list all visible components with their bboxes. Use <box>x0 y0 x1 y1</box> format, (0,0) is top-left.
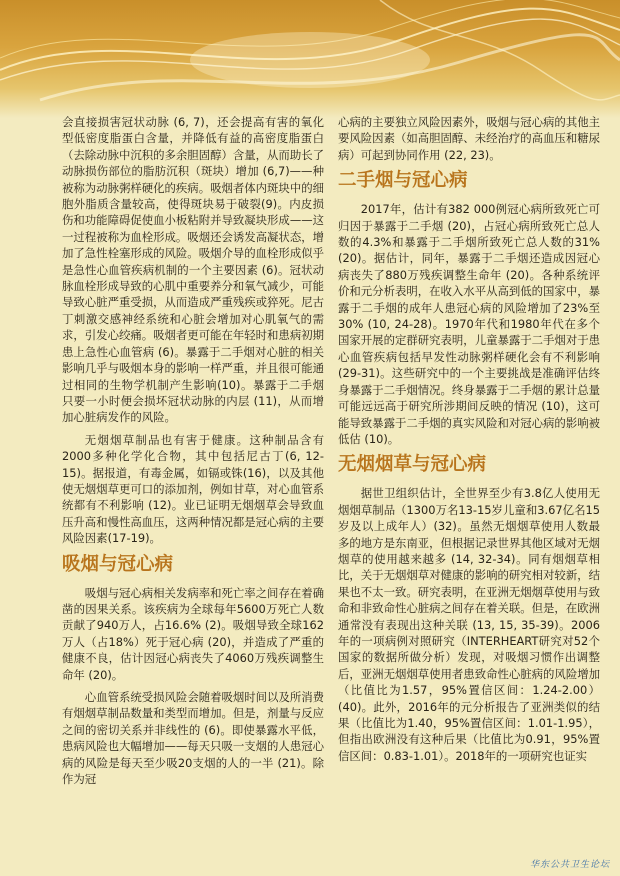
paragraph-secondhand-smoke: 2017年，估计有382 000例冠心病所致死亡可归因于暴露于二手烟 (20)，占冠心病所致死亡总人数的4.3%和暴露于二手烟所致死亡总人数的31% (20)。据估计，同年，暴露于二手烟还造成因冠心病丧失了880万残疾调整生命年 (20)。各种系统评价和元分析表明，在收入水平从高到低的国家中，暴露于二手烟的成年人患冠心病的风险增加了23%至30% (10, 24-28)。1970年代和1980年代在多个国家开展的定群研究表明，儿童暴露于二手烟对于患心血管疾病包括早发性动脉粥样硬化会有不利影响 (29-31)。这些研究中的一个主要挑战是准确评估终身暴露于二手烟情况。终身暴露于二手烟的累计总量可能远远高于研究所涉期间反映的情况 (10)，这可能导致暴露于二手烟的真实风险和对冠心病的影响被低估 (10)。 <box>338 202 600 446</box>
paragraph-causal-relation: 吸烟与冠心病相关发病率和死亡率之间存在着确凿的因果关系。该疾病为全球每年5600万死亡人数贡献了940万人，占16.6% (2)。吸烟导致全球162万人（占18%）死于冠心病 (20)，并造成了严重的健康不良，估计因冠心病丧失了4060万残疾调整生命年 (20)。 <box>62 585 325 682</box>
section-heading-secondhand-smoke: 二手烟与冠心病 <box>338 170 468 192</box>
section-heading-smoking-chd: 吸烟与冠心病 <box>62 553 174 575</box>
right-column <box>338 114 600 770</box>
paragraph-smokeless-products: 无烟烟草制品也有害于健康。这种制品含有2000多种化学化合物，其中包括尼古丁(6, 12-15)。据报道，有毒金属，如镉或铢(16)，以及其他使无烟烟草更可口的添加剂，例如甘草，对心血管系统都有不利影响 (12)。业已证明无烟烟草会导致血压升高和慢性高血压，这两种情况都是冠心病的主要风险因素(17-19)。 <box>62 432 324 546</box>
header-banner <box>0 0 620 118</box>
decorative-wave-graphic <box>0 0 620 118</box>
left-column <box>62 114 324 793</box>
paragraph-mechanism: 会直接损害冠状动脉 (6, 7)，还会提高有害的氧化型低密度脂蛋白含量，并降低有益的高密度脂蛋白（去除动脉中沉积的多余胆固醇）含量，从而助长了动脉损伤部位的脂肪沉积（斑块）增加 (6,7)——种被称为动脉粥样硬化的疾病。吸烟者体内斑块中的细胞外脂质含量较高，使得斑块易于破裂(9)。内皮损伤和功能障碍促使血小板粘附并导致凝块形成——这一过程被称为血栓形成。吸烟还会诱发高凝状态，增加了急性栓塞形成的风险。吸烟介导的血栓形成似乎是急性心血管疾病机制的一个主要因素 (6)。冠状动脉血栓形成导致的心肌中重要养分和氧气减少，可能导致心脏严重受损，从而造成严重残疾或猝死。尼古丁刺激交感神经系统和心脏会增加对心肌氧气的需求，引发心绞痛。吸烟者更可能在年轻时和患病初期患上急性心血管病 (6)。暴露于二手烟对心脏的相关影响几乎与吸烟本身的影响一样严重，并且很可能通过相同的生物学机制产生影响(10)。暴露于二手烟只要一小时便会损坏冠状动脉的内层 (11)，从而增加心脏病发作的风险。 <box>62 115 324 425</box>
paragraph-dose-response: 心血管系统受损风险会随着吸烟时间以及所消费有烟烟草制品数量和类型而增加。但是，剂量与反应之间的密切关系并非线性的 (6)。即使暴露水平低，患病风险也大幅增加——每天只吸一支烟的人患冠心病的风险是每天至少吸20支烟的人的一半 (21)。除作为冠 <box>62 690 325 787</box>
section-heading-smokeless-tobacco: 无烟烟草与冠心病 <box>338 454 487 476</box>
paragraph-smokeless-tobacco: 据世卫组织估计，全世界至少有3.8亿人使用无烟烟草制品（1300万名13-15岁儿童和3.67亿名15岁及以上成年人）(32)。虽然无烟烟草使用人数最多的地方是东南亚，但根据记录世界其他区域对无烟烟草的使用越来越多 (14, 32-34)。同有烟烟草相比，关于无烟烟草对健康的影响的研究相对较新，结果也不太一致。研究表明，在亚洲无烟烟草使用与致命和非致命性心脏病之间存在着关联。但是，在欧洲通常没有表现出这种关联 (13, 15, 35-39)。2006年的一项病例对照研究（INTERHEART研究对52个国家的数据所做分析）发现，对吸烟习惯作出调整后，亚洲无烟烟草使用者患致命性心脏病的风险增加（比值比为1.57，95%置信区间：1.24-2.00）(40)。此外，2016年的元分析报告了亚洲类似的结果（比值比为1.40，95%置信区间：1.01-1.95），但指出欧洲没有这种后果（比值比为0.91，95%置信区间：0.83-1.01）。2018年的一项研究也证实 <box>338 486 600 763</box>
paragraph-continued: 心病的主要独立风险因素外，吸烟与冠心病的其他主要风险因素（如高胆固醇、未经治疗的高血压和糖尿病）可起到协同作用 (22, 23)。 <box>338 115 600 162</box>
footer-watermark: 华东公共卫生论坛 <box>529 860 610 870</box>
